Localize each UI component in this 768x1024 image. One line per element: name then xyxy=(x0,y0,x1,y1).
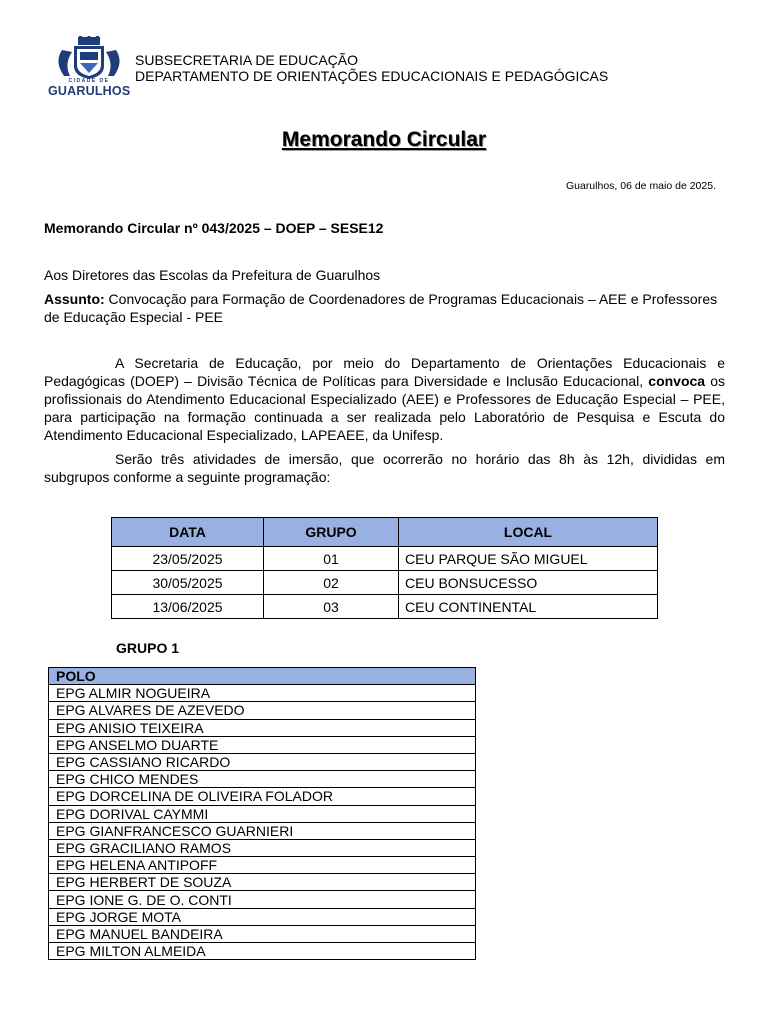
letterhead-text xyxy=(135,52,608,84)
polo-row xyxy=(49,685,476,702)
polo-row xyxy=(49,719,476,736)
polo-school: EPG ANSELMO DUARTE xyxy=(49,736,476,753)
coat-of-arms-icon xyxy=(48,36,130,80)
schedule-location: CEU CONTINENTAL xyxy=(399,595,658,619)
subject-text: Convocação para Formação de Coordenadores de Programas Educacionais – AEE e Professores de Educação Especial - PEE xyxy=(44,291,718,325)
polo-row xyxy=(49,925,476,942)
schedule-group: 01 xyxy=(264,547,399,571)
document-title: Memorando Circular xyxy=(281,128,487,151)
schedule-header-date: DATA xyxy=(112,518,264,547)
schedule-table xyxy=(111,517,658,619)
polo-header-row xyxy=(49,668,476,685)
group-1-title: GRUPO 1 xyxy=(116,640,180,656)
polo-row xyxy=(49,891,476,908)
recipient-line: Aos Diretores das Escolas da Prefeitura de Guarulhos xyxy=(44,267,381,283)
polo-school: EPG CASSIANO RICARDO xyxy=(49,753,476,770)
paragraph-1 xyxy=(44,354,725,444)
polo-school: EPG GRACILIANO RAMOS xyxy=(49,839,476,856)
polo-school: EPG MANUEL BANDEIRA xyxy=(49,925,476,942)
schedule-date: 23/05/2025 xyxy=(112,547,264,571)
polo-school: EPG HELENA ANTIPOFF xyxy=(49,857,476,874)
polo-row xyxy=(49,874,476,891)
polo-school: EPG ALVARES DE AZEVEDO xyxy=(49,702,476,719)
subject-label: Assunto: xyxy=(44,291,105,307)
guarulhos-logo xyxy=(48,36,130,102)
logo-city-name: GUARULHOS xyxy=(48,84,131,98)
polo-school: EPG ALMIR NOGUEIRA xyxy=(49,685,476,702)
schedule-row xyxy=(112,547,658,571)
polo-row xyxy=(49,771,476,788)
polo-school: EPG MILTON ALMEIDA xyxy=(49,943,476,960)
logo-small-text: CIDADE DE xyxy=(68,78,110,84)
schedule-location: CEU BONSUCESSO xyxy=(399,571,658,595)
polo-school: EPG ANISIO TEIXEIRA xyxy=(49,719,476,736)
schedule-header-location: LOCAL xyxy=(399,518,658,547)
polo-row xyxy=(49,702,476,719)
polo-row xyxy=(49,788,476,805)
polo-header: POLO xyxy=(49,668,476,685)
document-date: Guarulhos, 06 de maio de 2025. xyxy=(565,180,716,192)
polo-row xyxy=(49,908,476,925)
schedule-header-group: GRUPO xyxy=(264,518,399,547)
polo-row xyxy=(49,822,476,839)
schedule-location: CEU PARQUE SÃO MIGUEL xyxy=(399,547,658,571)
memo-number: Memorando Circular nº 043/2025 – DOEP – SESE12 xyxy=(44,220,384,236)
department-line: DEPARTAMENTO DE ORIENTAÇÕES EDUCACIONAIS E PEDAGÓGICAS xyxy=(135,68,609,84)
schedule-group: 02 xyxy=(264,571,399,595)
schedule-date: 30/05/2025 xyxy=(112,571,264,595)
schedule-row xyxy=(112,595,658,619)
polo-school: EPG HERBERT DE SOUZA xyxy=(49,874,476,891)
polo-school: EPG DORIVAL CAYMMI xyxy=(49,805,476,822)
paragraph-2-text: Serão três atividades de imersão, que ocorrerão no horário das 8h às 12h, divididas em subgrupos conforme a seguinte programação: xyxy=(44,451,725,485)
schedule-row xyxy=(112,571,658,595)
polo-school: EPG DORCELINA DE OLIVEIRA FOLADOR xyxy=(49,788,476,805)
paragraph-1-part1: A Secretaria de Educação, por meio do Departamento de Orientações Educacionais e Pedagógicas (DOEP) – Divisão Técnica de Políticas para Diversidade e Inclusão Educacional, xyxy=(44,355,725,389)
schedule-date: 13/06/2025 xyxy=(112,595,264,619)
polo-row xyxy=(49,736,476,753)
polo-school: EPG JORGE MOTA xyxy=(49,908,476,925)
letterhead xyxy=(48,36,609,102)
polo-row xyxy=(49,805,476,822)
schedule-group: 03 xyxy=(264,595,399,619)
paragraph-1-part2: os profissionais do Atendimento Educacional Especializado (AEE) e Professores de Educação Especial – PEE, para participação na formação continuada a ser realizada pelo Laboratório de Pesquisa e Escuta do Atendimento Educacional Especializado, LAPEAEE, da Unifesp. xyxy=(44,373,725,443)
schedule-header-row xyxy=(112,518,658,547)
polo-row xyxy=(49,943,476,960)
paragraph-2 xyxy=(44,450,725,486)
polo-school: EPG CHICO MENDES xyxy=(49,771,476,788)
subject-line xyxy=(44,290,725,326)
subsecretaria-line: SUBSECRETARIA DE EDUCAÇÃO xyxy=(135,52,359,68)
polo-row xyxy=(49,839,476,856)
paragraph-1-bold: convoca xyxy=(648,373,706,389)
polo-school: EPG IONE G. DE O. CONTI xyxy=(49,891,476,908)
group-1-polo-table xyxy=(48,667,476,960)
polo-school: EPG GIANFRANCESCO GUARNIERI xyxy=(49,822,476,839)
polo-row xyxy=(49,753,476,770)
polo-row xyxy=(49,857,476,874)
